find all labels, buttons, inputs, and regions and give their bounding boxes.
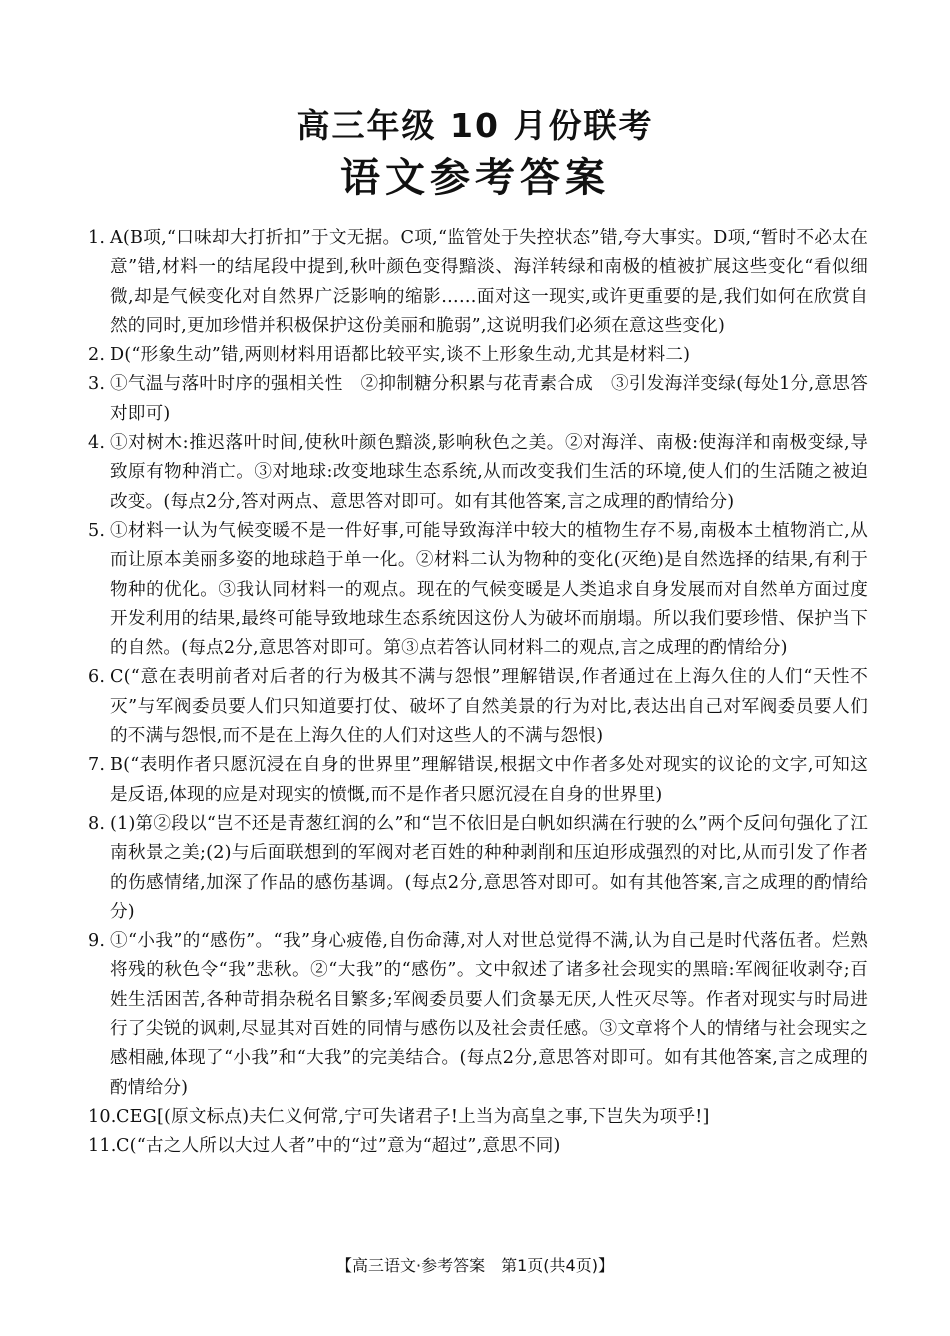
answer-item-3 (88, 370, 868, 429)
answer-number: 5. (88, 520, 106, 541)
exam-title: 高三年级 10 月份联考 (296, 106, 654, 145)
answer-text: A(B项,“口味却大打折扣”于文无据。C项,“监管处于失控状态”错,夸大事实。D项,“暂时不必太在意”错,材料一的结尾段中提到,秋叶颜色变得黯淡、海洋转绿和南极的植被扩展这些变化“看似细微,却是气候变化对自然界广泛影响的缩影……面对这一现实,或许更重要的是,我们如何在欣赏自然的同时,更加珍惜并积极保护这份美丽和脆弱”,这说明我们必须在意这些变化) (110, 228, 868, 336)
answer-text: ①材料一认为气候变暖不是一件好事,可能导致海洋中较大的植物生存不易,南极本土植物消亡,从而让原本美丽多姿的地球趋于单一化。②材料二认为物种的变化(灭绝)是自然选择的结果,有利于物种的优化。③我认同材料一的观点。现在的气候变暖是人类追求自身发展而对自然单方面过度开发利用的结果,最终可能导致地球生态系统因这份人为破坏而崩塌。所以我们要珍惜、保护当下的自然。(每点2分,意思答对即可。第③点若答认同材料二的观点,言之成理的酌情给分) (110, 520, 868, 659)
answer-number: 7. (88, 755, 106, 776)
answer-list (88, 224, 868, 1162)
answer-item-4 (88, 429, 868, 517)
answer-item-2 (88, 341, 868, 370)
answer-number: 6. (88, 667, 106, 688)
answer-item-6 (88, 663, 868, 751)
answer-number: 3. (88, 374, 106, 395)
answer-text: ①气温与落叶时序的强相关性 ②抑制糖分积累与花青素合成 ③引发海洋变绿(每处1分,意思答对即可) (110, 374, 868, 424)
answer-text: B(“表明作者只愿沉浸在自身的世界里”理解错误,根据文中作者多处对现实的议论的文字,可知这是反语,体现的应是对现实的愤慨,而不是作者只愿沉浸在自身的世界里) (110, 755, 868, 805)
answer-text: ①“小我”的“感伤”。“我”身心疲倦,自伤命薄,对人对世总觉得不满,认为自己是时代落伍者。烂熟将残的秋色令“我”悲秋。②“大我”的“感伤”。文中叙述了诸多社会现实的黑暗:军阀征收剥夺;百姓生活困苦,各种苛捐杂税名目繁多;军阀委员要人们贪暴无厌,人性灭尽等。作者对现实与时局进行了尖锐的讽刺,尽显其对百姓的同情与感伤以及社会责任感。③文章将个人的情绪与社会现实之感相融,体现了“小我”和“大我”的完美结合。(每点2分,意思答对即可。如有其他答案,言之成理的酌情给分) (110, 931, 868, 1098)
answer-number: 1. (88, 228, 106, 248)
answer-text: ①对树木:推迟落叶时间,使秋叶颜色黯淡,影响秋色之美。②对海洋、南极:使海洋和南极变绿,导致原有物种消亡。③对地球:改变地球生态系统,从而改变我们生活的环境,使人们的生活随之被迫改变。(每点2分,答对两点、意思答对即可。如有其他答案,言之成理的酌情给分) (110, 433, 868, 512)
answer-item-10 (88, 1103, 868, 1132)
page-title: 语文参考答案 (340, 155, 610, 201)
answer-item-11 (88, 1132, 868, 1161)
answer-text: C(“古之人所以大过人者”中的“过”意为“超过”,意思不同) (116, 1136, 561, 1157)
answer-item-9 (88, 927, 868, 1103)
answer-number: 11. (88, 1136, 117, 1157)
answer-text: D(“形象生动”错,两则材料用语都比较平实,谈不上形象生动,尤其是材料二) (110, 345, 691, 366)
answer-number: 10. (88, 1106, 117, 1127)
answer-item-8 (88, 810, 868, 927)
page-footer: 【高三语文·参考答案 第1页(共4页)】 (336, 1256, 614, 1275)
answer-text: C(“意在表明前者对后者的行为极其不满与怨恨”理解错误,作者通过在上海久住的人们“天性不灭”与军阀委员要人们只知道要打仗、破坏了自然美景的行为对比,表达出自己对军阀委员要人们的不满与怨恨,而不是在上海久住的人们对这些人的不满与怨恨) (110, 667, 868, 747)
answer-text: CEG[(原文标点)夫仁义何常,宁可失诸君子!上当为高皇之事,下岂失为项乎!] (116, 1106, 710, 1127)
answer-text: (1)第②段以“岂不还是青葱红润的么”和“岂不依旧是白帆如织满在行驶的么”两个反问句强化了江南秋景之美;(2)与后面联想到的军阀对老百姓的种种剥削和压迫形成强烈的对比,从而引发了作者的伤感情绪,加深了作品的感伤基调。(每点2分,意思答对即可。如有其他答案,言之成理的酌情给分) (110, 813, 868, 922)
answer-item-1 (88, 224, 868, 341)
answer-item-7 (88, 751, 868, 810)
answer-number: 4. (88, 433, 106, 454)
answer-item-5 (88, 517, 868, 663)
answer-number: 2. (88, 345, 106, 366)
answer-number: 8. (88, 813, 106, 834)
answer-number: 9. (88, 931, 106, 952)
